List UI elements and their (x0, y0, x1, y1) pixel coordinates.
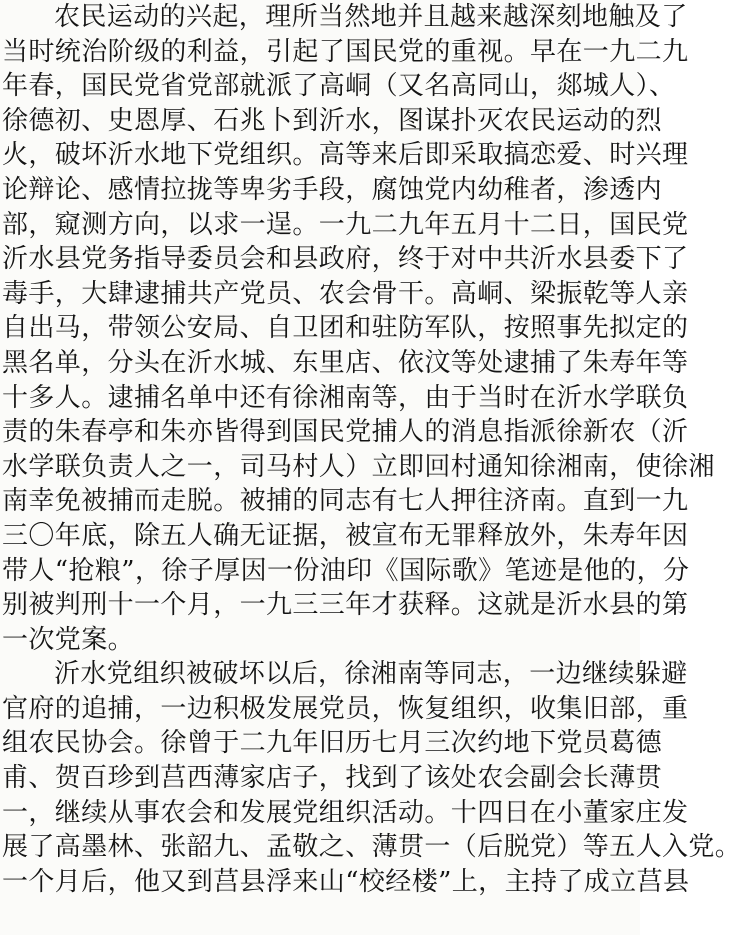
text-line: 毒手，大肆逮捕共产党员、农会骨干。高峒、梁振乾等人亲 (2, 278, 689, 309)
text-line: 别被判刑十一个月，一九三三年才获释。这就是沂水县的第 (2, 590, 689, 621)
text-line: 一个月后，他又到莒县浮来山“校经楼”上，主持了成立莒县 (2, 866, 690, 897)
text-line: 当时统治阶级的利益，引起了国民党的重视。早在一九二九 (2, 36, 689, 67)
paragraph-2 (2, 657, 741, 899)
text-line: 农民运动的兴起，理所当然地并且越来越深刻地触及了 (54, 2, 688, 32)
text-line: 沂水县党务指导委员会和县政府，终于对中共沂水县委下了 (2, 244, 689, 275)
text-line: 一，继续从事农会和发展党组织活动。十四日在小董家庄发 (2, 797, 689, 828)
text-line: 甫、贺百珍到莒西薄家店子，找到了该处农会副会长薄贯 (2, 763, 663, 794)
text-line: 一次党案。 (2, 624, 135, 655)
text-line: 自出马，带领公安局、自卫团和驻防军队，按照事先拟定的 (2, 313, 689, 344)
text-line: 论辩论、感情拉拢等卑劣手段，腐蚀党内幼稚者，渗透内 (2, 174, 663, 205)
text-line: 徐德初、史恩厚、石兆卜到沂水，图谋扑灭农民运动的烈 (2, 105, 663, 136)
text-line: 沂水党组织被破坏以后，徐湘南等同志，一边继续躲避 (54, 659, 688, 690)
text-line: 水学联负责人之一，司马村人）立即回村通知徐湘南，使徐湘 (2, 451, 715, 482)
text-line: 组农民协会。徐曾于二九年旧历七月三次约地下党员葛德 (2, 728, 663, 759)
text-line: 责的朱春亭和朱亦皆得到国民党捕人的消息指派徐新农（沂 (2, 417, 689, 448)
text-line: 黑名单，分头在沂水城、东里店、依汶等处逮捕了朱寿年等 (2, 347, 689, 378)
paragraph-1 (2, 0, 715, 657)
text-line: 官府的追捕，一边积极发展党员，恢复组织，收集旧部，重 (2, 693, 689, 724)
text-line: 部，窥测方向，以求一逞。一九二九年五月十二日，国民党 (2, 209, 689, 240)
text-line: 火，破坏沂水地下党组织。高等来后即采取搞恋爱、时兴理 (2, 140, 689, 171)
text-line: 十多人。逮捕名单中还有徐湘南等，由于当时在沂水学联负 (2, 382, 689, 413)
text-line: 三〇年底，除五人确无证据，被宣布无罪释放外，朱寿年因 (2, 520, 689, 551)
text-line: 带人“抢粮”，徐子厚因一份油印《国际歌》笔迹是他的，分 (2, 555, 690, 586)
text-line: 展了高墨林、张韶九、孟敬之、薄贯一（后脱党）等五人入党。 (2, 832, 741, 863)
text-line: 年春，国民党省党部就派了高峒（又名高同山，郯城人）、 (2, 71, 676, 102)
text-line: 南幸免被捕而走脱。被捕的同志有七人押往济南。直到一九 (2, 486, 689, 517)
